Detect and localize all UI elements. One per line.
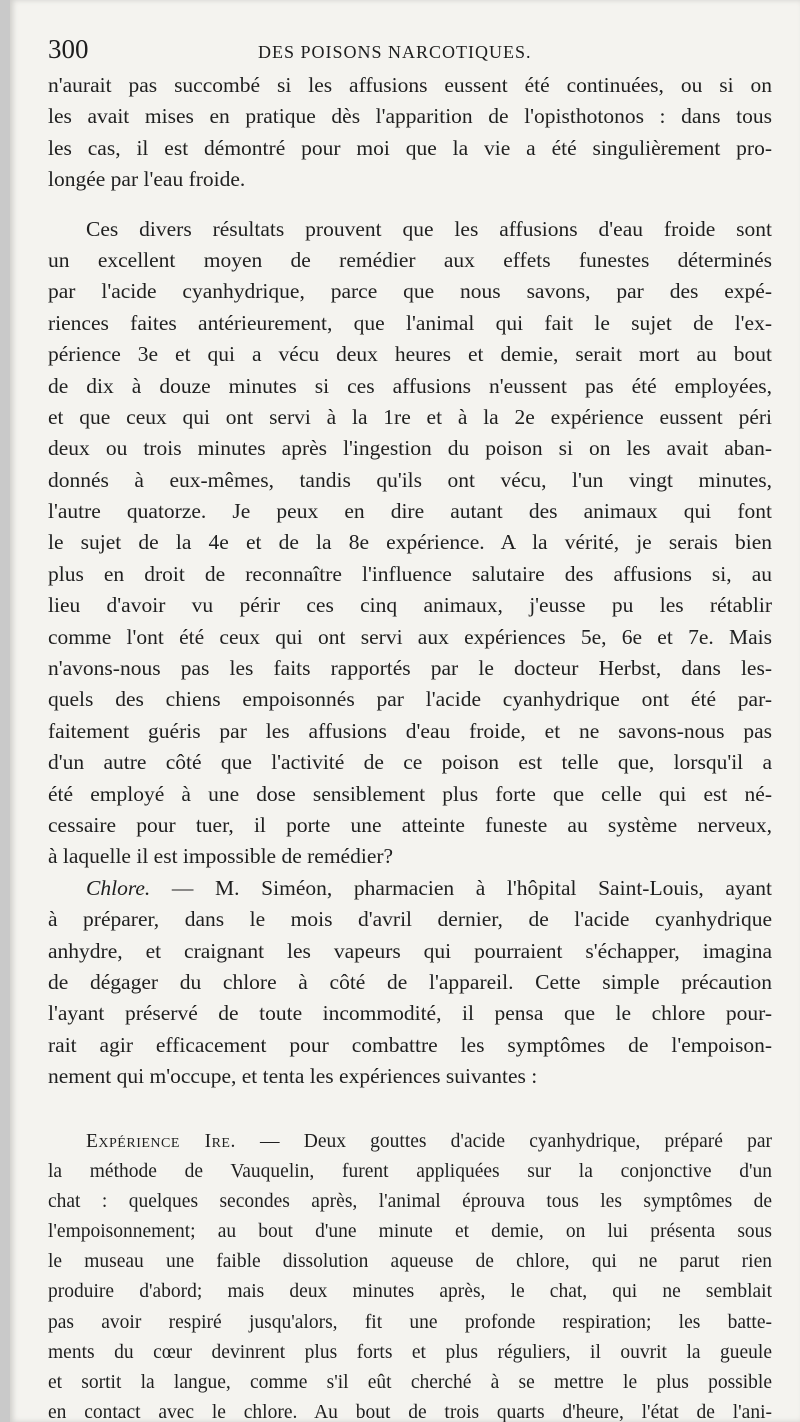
text-line: chat : quelques secondes après, l'animal éprouva tous les symptômes de xyxy=(48,1190,772,1212)
text-line: un excellent moyen de remédier aux effets funestes déterminés xyxy=(48,247,772,272)
text-run: — Deux gouttes d'acide cyanhydrique, préparé par xyxy=(235,1130,772,1152)
text-line: les avait mises en pratique dès l'apparition de l'opisthotonos : dans tous xyxy=(48,104,772,129)
text-line: les cas, il est démontré pour moi que la vie a été singulièrement pro- xyxy=(48,135,772,160)
text-line: pas avoir respiré jusqu'alors, fit une profonde respiration; les batte- xyxy=(48,1311,772,1333)
text-line: quels des chiens empoisonnés par l'acide cyanhydrique ont été par- xyxy=(48,687,772,712)
text-line: cessaire pour tuer, il porte une atteinte funeste au système nerveux, xyxy=(48,812,772,837)
experiment-section xyxy=(48,1127,772,1422)
text-line: faitement guéris par les affusions d'eau froide, et ne savons-nous pas xyxy=(48,718,772,743)
text-line: la méthode de Vauquelin, furent appliquées sur la conjonctive d'un xyxy=(48,1160,772,1182)
text-line: été employé à une dose sensiblement plus forte que celle qui est né- xyxy=(48,781,772,806)
text-line: produire d'abord; mais deux minutes après, le chat, qui ne semblait xyxy=(48,1281,772,1303)
text-line: en contact avec le chlore. Au bout de trois quarts d'heure, l'état de l'ani- xyxy=(48,1402,772,1422)
text-line: deux ou trois minutes après l'ingestion du poison si on les avait aban- xyxy=(48,436,772,461)
text-line: d'un autre côté que l'activité de ce poison est telle que, lorsqu'il a xyxy=(48,750,772,775)
section-heading: Chlore. xyxy=(86,875,151,900)
text-line: n'avons-nous pas les faits rapportés par le docteur Herbst, dans les- xyxy=(48,656,772,681)
paragraph xyxy=(48,873,772,1093)
text-line: lieu d'avoir vu périr ces cinq animaux, j'eusse pu les rétablir xyxy=(48,593,772,618)
text-line: le museau une faible dissolution aqueuse de chlore, qui ne parut rien xyxy=(48,1251,772,1273)
text-line xyxy=(48,873,772,904)
text-line: n'aurait pas succombé si les affusions eussent été continuées, ou si on xyxy=(48,73,772,97)
running-head xyxy=(48,34,772,66)
text-line: l'autre quatorze. Je peux en dire autant des animaux qui font xyxy=(48,499,772,524)
running-title: DES POISONS NARCOTIQUES. xyxy=(258,42,532,62)
text-line: comme l'ont été ceux qui ont servi aux expériences 5e, 6e et 7e. Mais xyxy=(48,624,772,649)
body-text xyxy=(48,70,772,1422)
text-line: anhydre, et craignant les vapeurs qui pourraient s'échapper, imagina xyxy=(48,938,772,963)
text-line: et que ceux qui ont servi à la 1re et à la 2e expérience eussent péri xyxy=(48,404,772,429)
experiment-label: Expérience Ire. xyxy=(86,1130,236,1152)
text-line: périence 3e et qui a vécu deux heures et demie, serait mort au bout xyxy=(48,342,772,367)
text-line: riences faites antérieurement, que l'animal qui fait le sujet de l'ex- xyxy=(48,310,772,335)
text-line: l'empoisonnement; au bout d'une minute et demie, on lui présenta sous xyxy=(48,1221,772,1243)
text-line: et sortit la langue, comme s'il eût cherché à se mettre le plus possible xyxy=(48,1372,772,1393)
page-number: 300 xyxy=(48,34,89,64)
paragraph xyxy=(48,214,772,873)
text-line: plus en droit de reconnaître l'influence salutaire des affusions si, au xyxy=(48,561,772,586)
text-line: à laquelle il est impossible de remédier? xyxy=(48,844,394,869)
paragraph xyxy=(48,70,772,196)
text-line: Ces divers résultats prouvent que les affusions d'eau froide sont xyxy=(86,216,772,241)
text-run: — M. Siméon, pharmacien à l'hôpital Saint-Louis, ayant xyxy=(150,875,772,900)
text-line xyxy=(48,1127,772,1157)
text-line: longée par l'eau froide. xyxy=(48,167,246,192)
text-line: par l'acide cyanhydrique, parce que nous savons, par des expé- xyxy=(48,279,772,304)
book-page xyxy=(10,0,800,1422)
text-line: nement qui m'occupe, et tenta les expériences suivantes : xyxy=(48,1064,538,1089)
text-line: rait agir efficacement pour combattre les symptômes de l'empoison- xyxy=(48,1032,772,1057)
text-line: de dégager du chlore à côté de l'appareil. Cette simple précaution xyxy=(48,969,772,994)
text-line: le sujet de la 4e et de la 8e expérience. A la vérité, je serais bien xyxy=(48,530,772,555)
text-line: l'ayant préservé de toute incommodité, il pensa que le chlore pour- xyxy=(48,1001,772,1026)
text-line: de dix à douze minutes si ces affusions n'eussent pas été employées, xyxy=(48,373,772,398)
text-line: à préparer, dans le mois d'avril dernier, de l'acide cyanhydrique xyxy=(48,907,772,932)
text-line: donnés à eux-mêmes, tandis qu'ils ont vécu, l'un vingt minutes, xyxy=(48,467,772,492)
text-line: ments du cœur devinrent plus forts et plus réguliers, il ouvrit la gueule xyxy=(48,1341,772,1363)
